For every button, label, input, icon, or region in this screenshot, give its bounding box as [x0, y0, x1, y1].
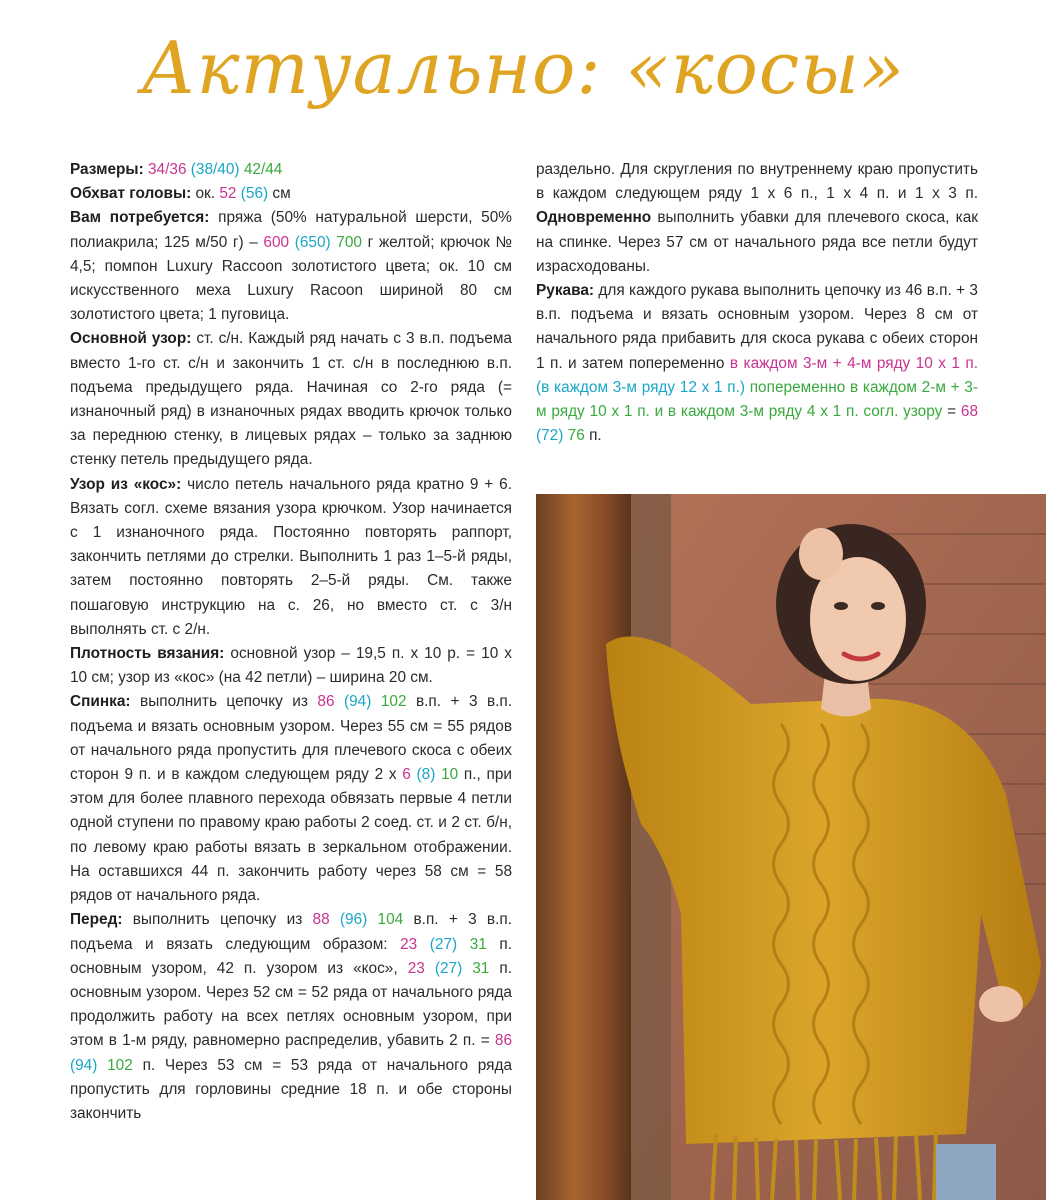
head-paragraph	[70, 182, 512, 206]
head-label: Обхват головы:	[70, 185, 192, 203]
right-eye	[871, 602, 885, 610]
front-a1: 88	[312, 911, 330, 929]
sleeves-text-1: для каждого рукава выполнить цепочку из 46 в.п. + 3 в.п. подъема и вязать основным узором. Через 8 см от начального ряда прибавить для скоса рукава с обеих сторон 1 п. и затем попеременно	[536, 282, 978, 372]
front-continued-text-2: выполнить убавки для плечевого скоса, как на спинке. Через 57 см от начального ряда все петли будут израсходованы.	[536, 209, 978, 275]
sleeves-label: Рукава:	[536, 282, 595, 300]
basic-pattern-text: ст. с/н. Каждый ряд начать с 3 в.п. подъема вместо 1-го ст. с/н и закончить 1 ст. с/н в последнюю в.п. подъема предыдущего ряда. Начиная со 2-го ряда (= изнаночный ряд) в изнаночных рядах вводить крючок только за переднюю стенку, в лицевых рядах – только за заднюю стенку петель предыдущего ряда.	[70, 330, 512, 469]
front-c2: (27)	[434, 959, 463, 977]
sleeves-size-3: попеременно в каждом 2-м + 3-м ряду 10 х 1 п. и в каждом 3-м ряду 4 х 1 п. согл. узору	[536, 378, 978, 421]
sleeves-v1: 68	[960, 403, 979, 421]
size-3: 42/44	[243, 161, 283, 178]
head-value-2: (56)	[240, 185, 269, 203]
sleeves-size-1: в каждом 3-м + 4-м ряду 10 х 1 п.	[729, 354, 978, 372]
front-d1: 86	[494, 1032, 513, 1050]
need-value-3: 700	[336, 233, 362, 251]
left-column	[70, 158, 512, 1126]
model-photo	[536, 494, 1046, 1200]
head-value-1: 52	[219, 185, 237, 203]
cable-pattern-paragraph	[70, 473, 512, 642]
back-a1: 86	[317, 693, 335, 711]
back-text-3: п., при этом для более плавного перехода обвязать первые 4 петли одной ступени по правому краю работы 2 соед. ст. и 2 ст. б/н, по левому краю работы вязать в зеркальном отображении. На оставшихся 44 п. закончить работу через 58 см = 58 рядов от начального ряда.	[70, 766, 513, 905]
need-paragraph	[70, 206, 512, 327]
density-label: Плотность вязания:	[70, 645, 225, 663]
front-b1: 23	[400, 935, 418, 953]
cable-pattern-text: число петель начального ряда кратно 9 + 6. Вязать согл. схеме вязания узора крючком. Узор начинается с 1 изнаночного ряда. Постоянно повторять раппорт, закончить петлями до стрелки. Выполнить 1 раз 1–5-й ряды, затем постоянно повторять 2–5-й ряды. См. также пошаговую инструкцию на с. 26, но вместо ст. с 3/н выполнять ст. с 2/н.	[70, 475, 512, 638]
front-label: Перед:	[70, 911, 123, 929]
head-text-2: см	[272, 185, 291, 203]
density-text: основной узор – 19,5 п. х 10 р. = 10 х 10 см; узор из «кос» (на 42 петли) – ширина 20 см.	[70, 645, 512, 687]
cable-pattern-label: Узор из «кос»:	[70, 475, 182, 493]
front-text-5: п. Через 53 см = 53 ряда от начального ряда пропустить для горловины средние 18 п. и обе стороны закончить	[70, 1056, 513, 1122]
back-a2: (94)	[343, 693, 372, 711]
raised-hand	[799, 528, 843, 580]
front-continued-text: раздельно. Для скругления по внутреннему краю пропустить в каждом следующем ряду 1 х 6 п., 1 х 4 п. и 1 х 3 п.	[536, 161, 978, 203]
front-d2: (94)	[70, 1056, 98, 1074]
page-title: Актуально: «косы»	[141, 26, 905, 110]
back-text-1: выполнить цепочку из	[140, 693, 308, 711]
left-eye	[834, 602, 848, 610]
front-a3: 104	[377, 911, 404, 929]
size-2: (38/40)	[190, 161, 240, 178]
front-a2: (96)	[339, 911, 368, 929]
sleeves-v3: 76	[567, 427, 585, 445]
front-text-1: выполнить цепочку из	[132, 911, 303, 929]
front-paragraph	[70, 908, 512, 1126]
sleeves-paragraph	[536, 279, 978, 448]
jeans	[936, 1144, 996, 1200]
back-paragraph	[70, 690, 512, 908]
front-b3: 31	[469, 935, 487, 953]
back-b2: (8)	[416, 766, 436, 784]
model-photo-illustration	[536, 494, 1046, 1200]
back-label: Спинка:	[70, 693, 131, 711]
density-paragraph	[70, 642, 512, 690]
basic-pattern-label: Основной узор:	[70, 330, 192, 348]
front-text-2: в.п. + 3 в.п. подъема и вязать следующим образом:	[70, 911, 512, 953]
sizes-label: Размеры:	[70, 161, 144, 178]
need-value-1: 600	[263, 233, 290, 251]
front-text-4: п. основным узором. Через 52 см = 52 ряда от начального ряда продолжить работу на всех петлях основным узором, при этом в 1-м ряду, равномерно распределив, убавить 2 п. =	[70, 959, 513, 1050]
need-text-1: пряжа (50% натуральной шерсти, 50% полиакрила; 125 м/50 г) –	[70, 209, 512, 251]
sleeves-v2: (72)	[536, 427, 564, 445]
back-text-2: в.п. + 3 в.п. подъема и вязать основным узором. Через 55 см = 55 рядов от начального ряда пропустить для плечевого скоса с обеих сторон 9 п. и в каждом следующем ряду 2 х	[70, 693, 513, 784]
lower-hand	[979, 986, 1023, 1022]
sleeves-text-3: п.	[589, 427, 602, 445]
simultaneously-label: Одновременно	[536, 209, 652, 227]
need-value-2: (650)	[294, 233, 331, 251]
front-c3: 31	[472, 959, 490, 977]
wooden-door	[536, 494, 631, 1200]
sleeves-size-2: (в каждом 3-м ряду 12 х 1 п.)	[536, 378, 746, 396]
sizes-paragraph	[70, 158, 512, 182]
front-continued-paragraph	[536, 158, 978, 279]
right-column	[536, 158, 978, 448]
front-b2: (27)	[429, 935, 458, 953]
sleeves-text-2: =	[947, 403, 957, 421]
front-c1: 23	[407, 959, 425, 977]
front-d3: 102	[107, 1056, 133, 1074]
need-text-2: г желтой; крючок № 4,5; помпон Luxury Raccoon золотистого цвета; ок. 10 см искусственного меха Luxury Racoon шириной 80 см золотистого цвета; 1 пуговица.	[70, 233, 513, 324]
size-1: 34/36	[147, 161, 187, 178]
front-text-3: п. основным узором, 42 п. узором из «кос»,	[70, 935, 512, 977]
basic-pattern-paragraph	[70, 327, 512, 472]
back-b3: 10	[441, 766, 459, 784]
back-a3: 102	[380, 693, 407, 711]
back-b1: 6	[402, 766, 411, 784]
need-label: Вам потребуется:	[70, 209, 210, 227]
head-text-1: ок.	[195, 185, 216, 203]
